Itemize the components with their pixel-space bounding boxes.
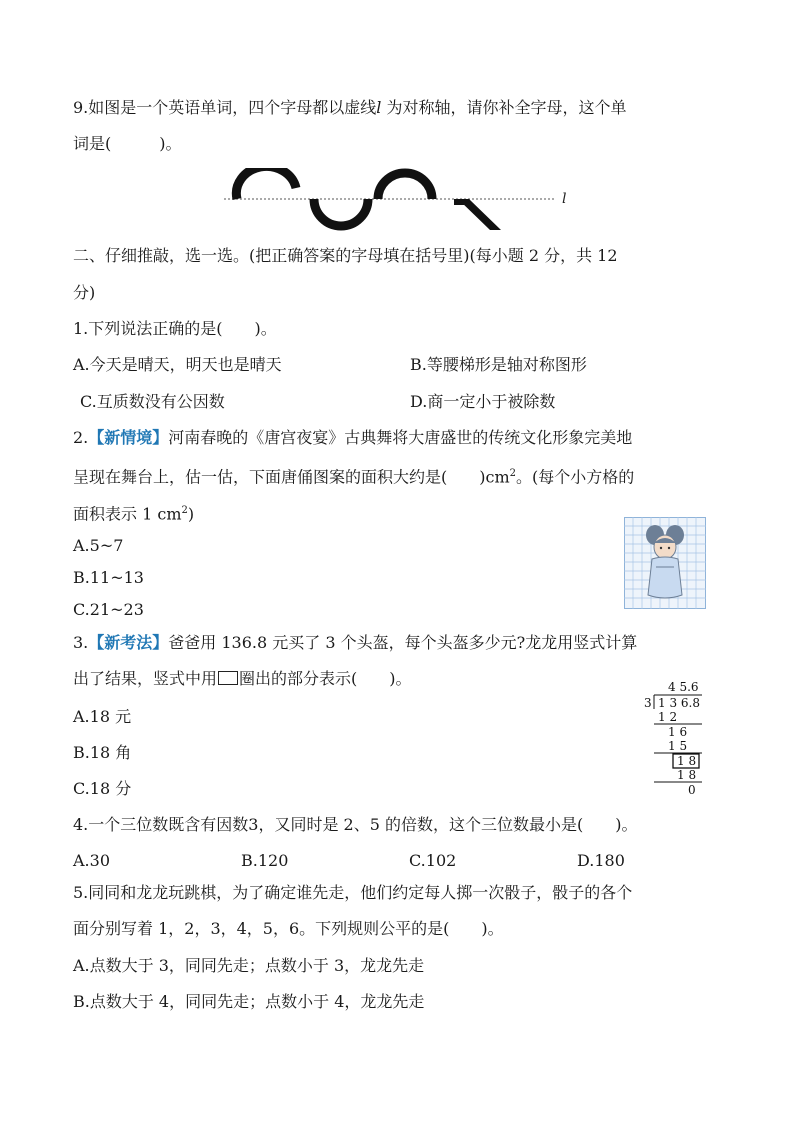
division-row-1: 1 2 bbox=[658, 710, 678, 724]
letter-o-half-lower bbox=[314, 199, 368, 226]
q3-line1: 3.【新考法】爸爸用 136.8 元买了 3 个头盔，每个头盔多少元?龙龙用竖式计算 bbox=[73, 633, 638, 652]
q1-stem: 1.下列说法正确的是( )。 bbox=[73, 319, 277, 338]
q3-option-a: A.18 元 bbox=[73, 707, 132, 726]
q9-line1: 9.如图是一个英语单词，四个字母都以虚线l 为对称轴，请你补全字母，这个单 bbox=[73, 98, 627, 117]
letter-c-half bbox=[236, 168, 296, 199]
letter-o-half-upper bbox=[378, 173, 432, 199]
division-divisor: 3 bbox=[644, 696, 652, 710]
figurine-illustration bbox=[646, 525, 684, 598]
division-row-5: 1 8 bbox=[677, 768, 697, 782]
q1-option-a: A.今天是晴天，明天也是晴天 bbox=[73, 355, 282, 374]
q4-option-d: D.180 bbox=[577, 851, 625, 870]
q1-option-b: B.等腰梯形是轴对称图形 bbox=[410, 355, 587, 374]
q4-option-b: B.120 bbox=[241, 851, 289, 870]
q4-stem: 4.一个三位数既含有因数3，又同时是 2、5 的倍数，这个三位数最小是( )。 bbox=[73, 815, 638, 834]
q3-option-b: B.18 角 bbox=[73, 743, 132, 762]
division-dividend: 1 3 6.8 bbox=[658, 696, 700, 710]
q3-line2: 出了结果，竖式中用 圈出的部分表示( )。 bbox=[73, 669, 412, 688]
q2-line1: 2.【新情境】河南春晚的《唐宫夜宴》古典舞将大唐盛世的传统文化形象完美地 bbox=[73, 428, 633, 447]
q5-line2: 面分别写着 1，2，3，4，5，6。下列规则公平的是( )。 bbox=[73, 919, 504, 938]
q2-line2: 呈现在舞台上，估一估，下面唐俑图案的面积大约是( )$cm^2$。(每个小方格的 bbox=[73, 467, 635, 487]
q2-line3: 面积表示 1 $cm^2$) bbox=[73, 504, 195, 524]
axis-label: l bbox=[562, 191, 567, 207]
section2-line1: 二、仔细推敲，选一选。(把正确答案的字母填在括号里)(每小题 2 分，共 12 bbox=[73, 246, 618, 265]
letter-k-part bbox=[458, 199, 501, 230]
letter-k-stem bbox=[454, 199, 464, 205]
q5-option-b: B.点数大于 4，同同先走；点数小于 4，龙龙先走 bbox=[73, 992, 425, 1011]
q2-option-c: C.21~23 bbox=[73, 600, 144, 619]
section2-line2: 分) bbox=[73, 283, 96, 302]
inline-box-icon bbox=[218, 671, 238, 685]
division-quotient: 4 5.6 bbox=[668, 680, 699, 694]
division-row-3: 1 5 bbox=[668, 739, 688, 753]
long-division-figure bbox=[640, 679, 710, 799]
word-figure bbox=[222, 168, 572, 233]
division-row-2: 1 6 bbox=[668, 725, 688, 739]
q5-option-a: A.点数大于 3，同同先走；点数小于 3，龙龙先走 bbox=[73, 956, 425, 975]
tang-figurine-grid bbox=[624, 517, 706, 609]
q2-option-b: B.11~13 bbox=[73, 568, 144, 587]
q3-tag: 【新考法】 bbox=[88, 633, 169, 652]
q9-line2: 词是( )。 bbox=[73, 134, 182, 153]
q4-option-c: C.102 bbox=[409, 851, 457, 870]
division-row-6: 0 bbox=[688, 783, 696, 797]
q1-option-d: D.商一定小于被除数 bbox=[410, 392, 556, 411]
q2-tag: 【新情境】 bbox=[88, 428, 169, 447]
division-row-4: 1 8 bbox=[677, 754, 697, 768]
q3-option-c: C.18 分 bbox=[73, 779, 132, 798]
q1-option-c: C.互质数没有公因数 bbox=[80, 392, 225, 411]
q2-option-a: A.5~7 bbox=[73, 536, 124, 555]
q4-option-a: A.30 bbox=[73, 851, 110, 870]
q5-line1: 5.同同和龙龙玩跳棋，为了确定谁先走，他们约定每人掷一次骰子，骰子的各个 bbox=[73, 883, 633, 902]
